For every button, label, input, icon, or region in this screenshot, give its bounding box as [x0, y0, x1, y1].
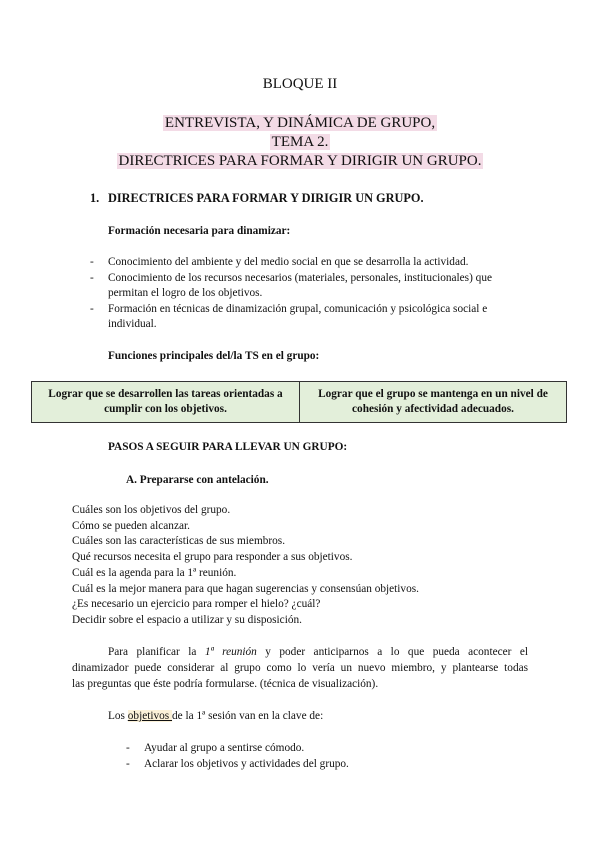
funciones-cell-right: Lograr que el grupo se mantenga en un nivel de cohesión y afectividad adecuados. — [300, 382, 566, 422]
list-item: Ayudar al grupo a sentirse cómodo. — [144, 742, 305, 754]
list-item: Aclarar los objetivos y actividades del grupo. — [144, 758, 349, 770]
objetivos-post: de la 1ª sesión van en la clave de: — [172, 710, 324, 722]
funciones-cell-left: Lograr que se desarrollen las tareas orientadas a cumplir con los objetivos. — [32, 382, 300, 422]
section-number: 1. — [90, 191, 100, 205]
section-title: DIRECTRICES PARA FORMAR Y DIRIGIR UN GRUPO. — [108, 191, 424, 205]
subsection-a-title: A. Prepararse con antelación. — [126, 474, 269, 486]
pasos-title: PASOS A SEGUIR PARA LLEVAR UN GRUPO: — [108, 441, 348, 453]
question-item: Cuáles son los objetivos del grupo. — [72, 504, 231, 516]
bullet-dash: - — [90, 272, 94, 284]
funciones-title: Funciones principales del/la TS en el grupo: — [108, 350, 320, 362]
paragraph-line-1 — [108, 646, 528, 658]
question-item: Cómo se pueden alcanzar. — [72, 520, 190, 532]
heading-line-3-text: DIRECTRICES PARA FORMAR Y DIRIGIR UN GRUPO. — [118, 153, 482, 169]
bloque-title: BLOQUE II — [262, 76, 338, 92]
question-item: Qué recursos necesita el grupo para responder a sus objetivos. — [72, 551, 353, 563]
paragraph-emphasis: 1ª reunión — [204, 646, 257, 658]
paragraph-text: Para planificar la — [108, 646, 205, 658]
heading-line-3 — [0, 153, 600, 170]
objetivos-link[interactable]: objetivos — [127, 710, 173, 722]
formacion-title: Formación necesaria para dinamizar: — [108, 225, 291, 237]
heading-line-2 — [0, 134, 600, 151]
question-item: Cuál es la agenda para la 1ª reunión. — [72, 567, 237, 579]
paragraph-line-2: dinamizador puede considerar al grupo como lo vería un nuevo miembro, y plantearse todas — [72, 662, 528, 674]
heading-line-1 — [0, 115, 600, 132]
question-item: Decidir sobre el espacio a utilizar y su disposición. — [72, 614, 302, 626]
question-item: ¿Es necesario un ejercicio para romper el hielo? ¿cuál? — [72, 598, 321, 610]
funciones-table — [31, 381, 567, 423]
list-item: individual. — [108, 318, 157, 330]
bullet-dash: - — [126, 758, 130, 770]
question-item: Cuál es la mejor manera para que hagan sugerencias y consensúan objetivos. — [72, 583, 419, 595]
bullet-dash: - — [90, 303, 94, 315]
question-item: Cuáles son las características de sus miembros. — [72, 535, 286, 547]
bullet-dash: - — [126, 742, 130, 754]
paragraph-line-3: las preguntas que éste podría formularse. (técnica de visualización). — [72, 678, 379, 690]
list-item: permitan el logro de los objetivos. — [108, 287, 263, 299]
heading-line-2-text: TEMA 2. — [271, 134, 329, 150]
paragraph-text: y poder anticiparnos a lo que pueda acontecer el — [256, 646, 528, 658]
list-item: Formación en técnicas de dinamización grupal, comunicación y psicológica social e — [108, 303, 488, 315]
objetivos-line — [108, 710, 323, 722]
heading-line-1-text: ENTREVISTA, Y DINÁMICA DE GRUPO, — [164, 115, 436, 131]
objetivos-pre: Los — [108, 710, 128, 722]
list-item: Conocimiento del ambiente y del medio social en que se desarrolla la actividad. — [108, 256, 469, 268]
list-item: Conocimiento de los recursos necesarios (materiales, personales, institucionales) que — [108, 272, 492, 284]
bullet-dash: - — [90, 256, 94, 268]
